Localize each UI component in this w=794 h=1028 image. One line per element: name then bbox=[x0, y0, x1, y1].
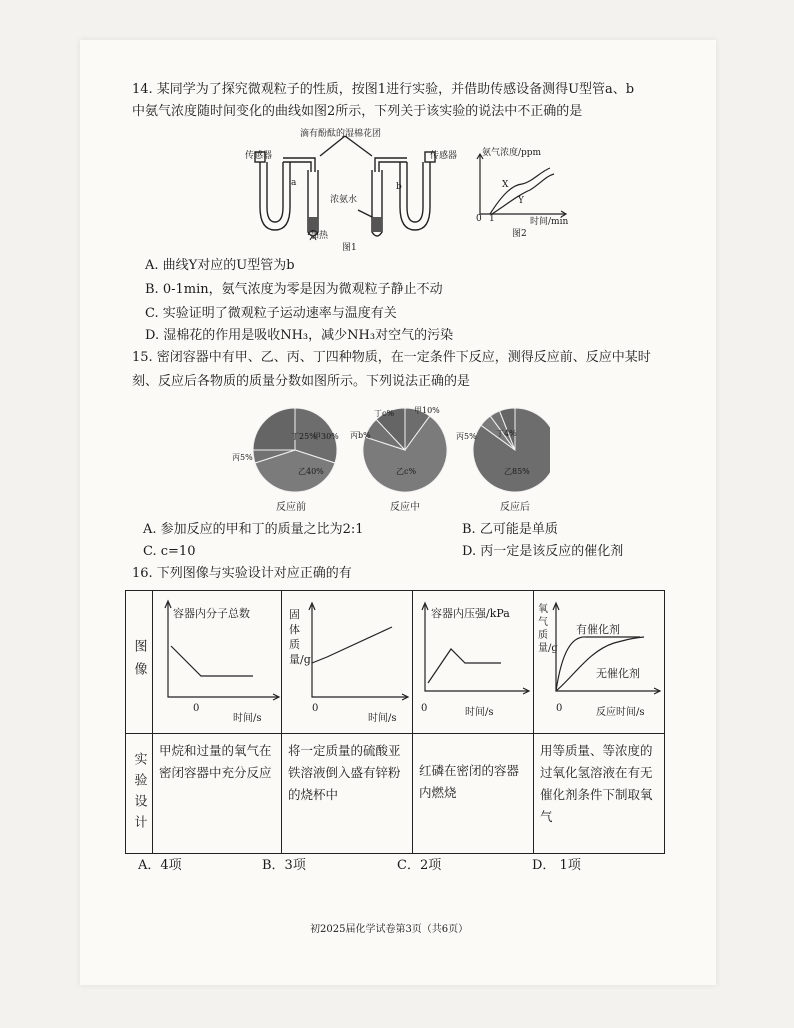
pie2-label-ding: 丁c% bbox=[374, 409, 395, 418]
row-head-image: 图像 bbox=[126, 591, 153, 734]
pie3-label-bing: 丙5% bbox=[456, 432, 477, 441]
label-sensor-left: 传感器 bbox=[245, 151, 273, 161]
q14-stem-line2: 中氨气浓度随时间变化的曲线如图2所示，下列关于该实验的说法中不正确的是 bbox=[132, 104, 583, 119]
design-cell-3: 红磷在密闭的容器内燃烧 bbox=[413, 734, 534, 854]
pie1-slice-4 bbox=[253, 408, 295, 450]
pie1-label-ding: 丁25% bbox=[291, 432, 317, 441]
graph-cell-3: 容器内压强/kPa 0 时间/s bbox=[413, 591, 534, 734]
fig2-xlabel: 时间/min bbox=[530, 217, 569, 227]
label-heat: 加热 bbox=[310, 231, 329, 241]
q16-option-b: B．3项 bbox=[262, 858, 306, 873]
pie3-label-yi: 乙85% bbox=[504, 467, 530, 476]
q14-option-d: D. 湿棉花的作用是吸收NH₃，减少NH₃对空气的污染 bbox=[145, 328, 454, 343]
q15-option-a: A. 参加反应的甲和丁的质量之比为2:1 bbox=[143, 522, 364, 537]
graph-cell-1: 容器内分子总数 0 时间/s bbox=[153, 591, 282, 734]
q14-option-a: A. 曲线Y对应的U型管为b bbox=[145, 258, 295, 273]
q15-stem-line1: 15. 密闭容器中有甲、乙、丙、丁四种物质，在一定条件下反应，测得反应前、反应中某时 bbox=[132, 350, 651, 365]
label-ammonia: 浓氨水 bbox=[330, 195, 358, 205]
label-tube-a: a bbox=[291, 178, 297, 188]
label-cotton: 滴有酚酞的湿棉花团 bbox=[300, 129, 382, 139]
q16-option-a: A．4项 bbox=[138, 858, 182, 873]
q14-option-b: B. 0-1min，氨气浓度为零是因为微观粒子静止不动 bbox=[145, 282, 443, 297]
figure1-apparatus bbox=[240, 122, 470, 252]
fig2-curve-x-label: X bbox=[502, 180, 509, 190]
label-tube-b: b bbox=[396, 182, 402, 192]
pie2-label-bing: 丙b% bbox=[350, 431, 371, 440]
q16-option-c: C．2项 bbox=[397, 858, 442, 873]
q15-option-b: B. 乙可能是单质 bbox=[462, 522, 558, 537]
fig2-ylabel: 氨气浓度/ppm bbox=[482, 148, 542, 158]
pie1-label-jia: 甲30% bbox=[313, 432, 339, 441]
figure2-caption: 图2 bbox=[512, 229, 527, 239]
q15-stem-line2: 刻、反应后各物质的质量分数如图所示。下列说法正确的是 bbox=[132, 374, 471, 389]
pie1-label-yi: 乙40% bbox=[298, 467, 324, 476]
page-footer: 初2025届化学试卷第3页（共6页） bbox=[310, 924, 469, 935]
fig2-curve-y-label: Y bbox=[518, 196, 524, 206]
pie2-label-yi: 乙c% bbox=[396, 467, 417, 476]
design-cell-4: 用等质量、等浓度的过氧化氢溶液在有无催化剂条件下制取氧气 bbox=[534, 734, 665, 854]
q14-stem-line1: 14. 某同学为了探究微观粒子的性质，按图1进行实验，并借助传感设备测得U型管a、b bbox=[132, 82, 635, 97]
q15-option-c: C. c=10 bbox=[143, 544, 196, 559]
pie2-caption: 反应中 bbox=[390, 502, 420, 513]
row-head-design: 实验设计 bbox=[126, 734, 153, 854]
pie1-label-bing: 丙5% bbox=[232, 453, 253, 462]
q15-option-d: D. 丙一定是该反应的催化剂 bbox=[462, 544, 624, 559]
pie2-label-jia: 甲10% bbox=[414, 406, 440, 415]
pie3-label-ding: 丁4% bbox=[496, 429, 517, 438]
fig2-origin: 0 bbox=[476, 214, 482, 224]
fig2-tick1: 1 bbox=[489, 214, 495, 224]
q16-table bbox=[125, 590, 665, 854]
q14-option-c: C. 实验证明了微观粒子运动速率与温度有关 bbox=[145, 306, 397, 321]
q16-option-d: D． 1项 bbox=[532, 858, 581, 873]
pie3-caption: 反应后 bbox=[500, 502, 530, 513]
curve-x bbox=[490, 168, 550, 214]
design-cell-2: 将一定质量的硫酸亚铁溶液倒入盛有锌粉的烧杯中 bbox=[282, 734, 413, 854]
graph-cell-4: 氧气质量/g 有催化剂 无催化剂 0 反应时间/s bbox=[534, 591, 665, 734]
graph-cell-2: 固体质量/g 0 时间/s bbox=[282, 591, 413, 734]
figure1-caption: 图1 bbox=[342, 243, 357, 253]
q16-stem: 16. 下列图像与实验设计对应正确的有 bbox=[132, 566, 352, 581]
pie1-caption: 反应前 bbox=[276, 502, 306, 513]
label-sensor-right: 传感器 bbox=[430, 151, 458, 161]
design-cell-1: 甲烷和过量的氧气在密闭容器中充分反应 bbox=[153, 734, 282, 854]
